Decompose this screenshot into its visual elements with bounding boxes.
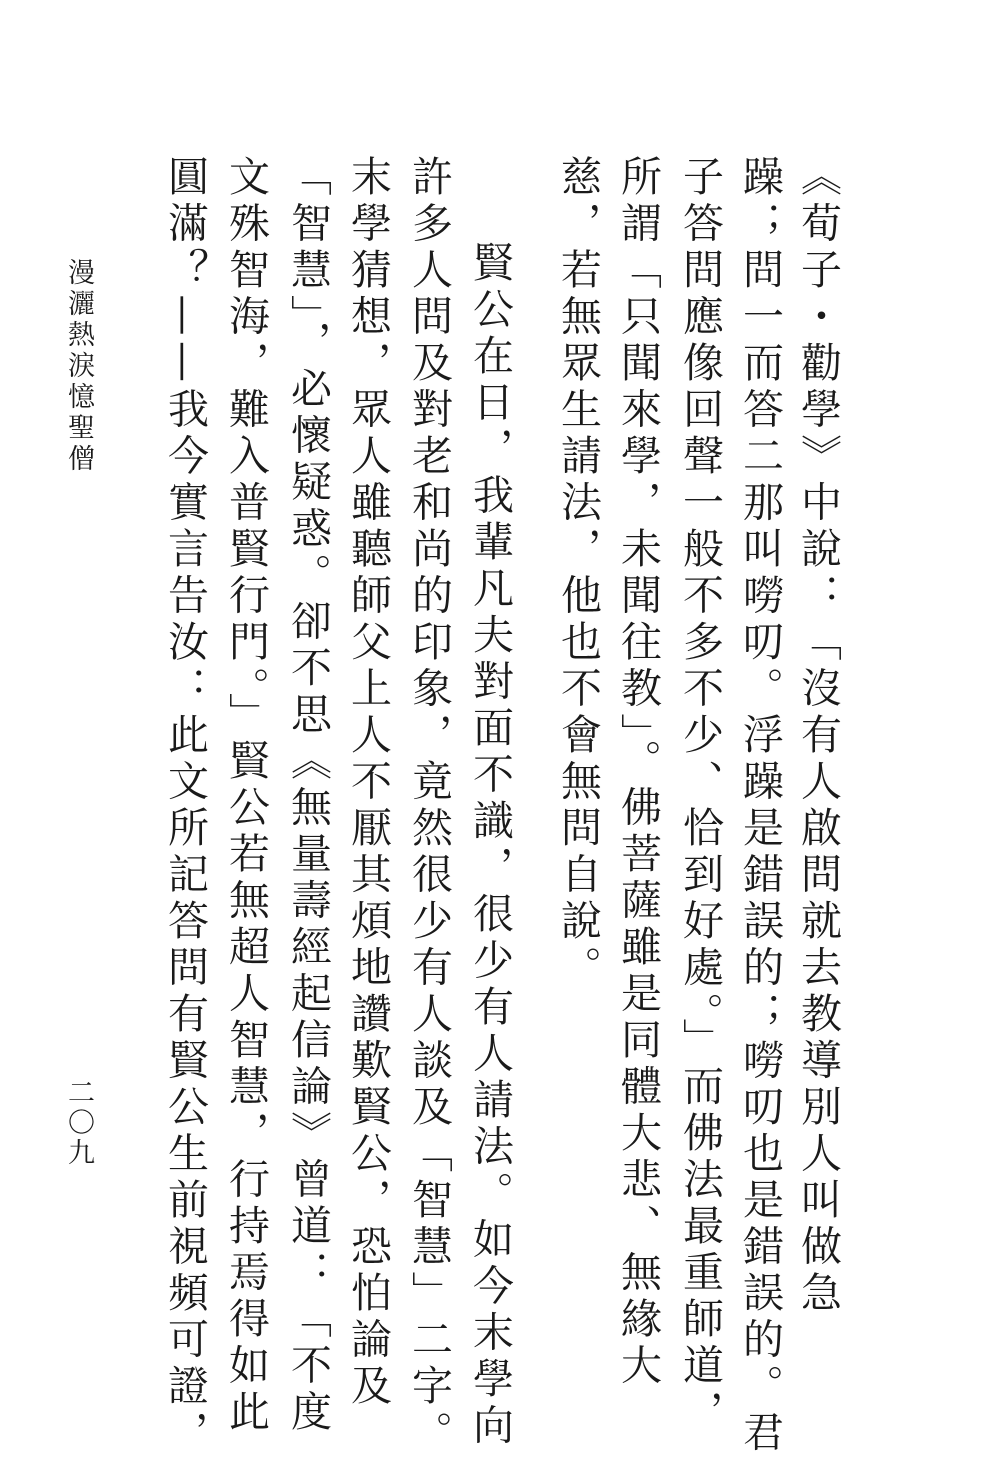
text-column: 所謂「只聞來學，未聞往教」。佛菩薩雖是同體大悲、無緣大	[614, 155, 662, 1390]
page-number: 二〇九	[63, 1078, 94, 1168]
text-column: 圓滿？——我今實言告汝：此文所記答問有賢公生前視頻可證，	[161, 155, 209, 1457]
text-column: 《荀子・勸學》中說：「沒有人啟問就去教導別人叫做急	[794, 155, 842, 1318]
text-column: 「智慧」，必懷疑惑。卻不思《無量壽經起信論》曾道：「不度	[284, 155, 332, 1437]
text-column: 文殊智海，難入普賢行門。」賢公若無超人智慧，行持焉得如此	[222, 155, 270, 1437]
text-column: 賢公在日，我輩凡夫對面不識，很少有人請法。如今末學向	[466, 241, 514, 1450]
text-column: 子答問應像回聲一般不多不少、恰到好處。」而佛法最重師道，	[676, 155, 724, 1437]
text-column: 躁；問一而答二那叫嘮叨。浮躁是錯誤的；嘮叨也是錯誤的。君	[736, 155, 784, 1457]
text-column: 末學猜想，眾人雖聽師父上人不厭其煩地讚歎賢公，恐怕論及	[344, 155, 392, 1411]
text-column: 慈，若無眾生請法，他也不會無問自說。	[554, 155, 602, 992]
running-head: 漫灑熱淚憶聖僧	[63, 258, 94, 475]
text-column: 許多人問及對老和尚的印象，竟然很少有人談及「智慧」二字。	[405, 155, 453, 1457]
